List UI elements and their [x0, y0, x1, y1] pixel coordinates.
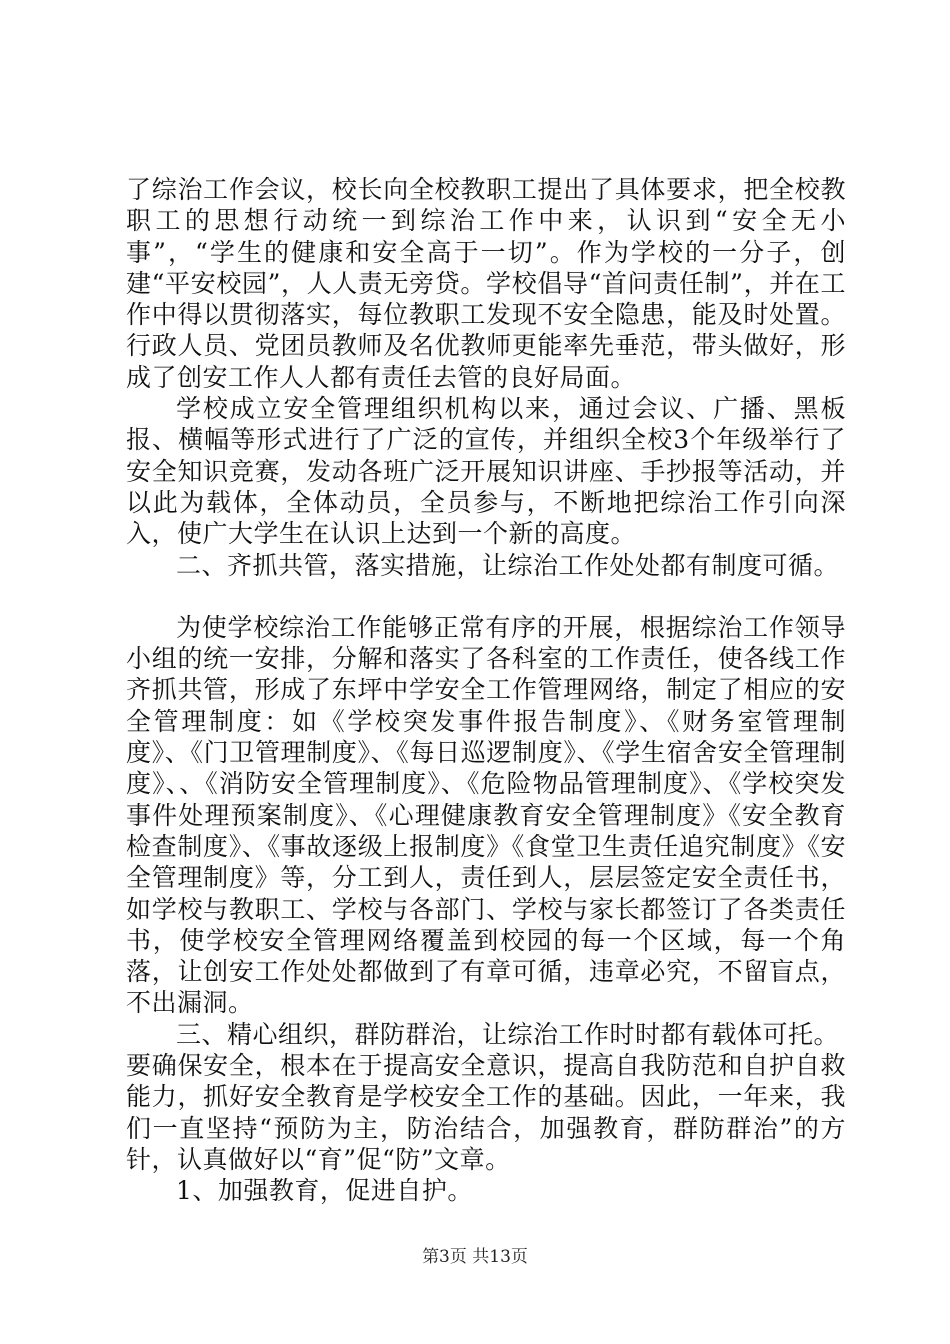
section-heading-2: 二、齐抓共管，落实措施，让综治工作处处都有制度可循。 — [176, 550, 840, 580]
paragraph-publicity: 学校成立安全管理组织机构以来，通过会议、广播、黑板报、横幅等形式进行了广泛的宣传，并组织全校3个年级举行了安全知识竞赛，发动各班广泛开展知识讲座、手抄报等活动，并以此为载体，全体动员，全员参与，不断地把综治工作引向深入，使广大学生在认识上达到一个新的高度。 — [126, 394, 846, 549]
paragraph-safety-education: 要确保安全，根本在于提高安全意识，提高自我防范和自护自救能力，抓好安全教育是学校安全工作的基础。因此，一年来，我们一直坚持“预防为主，防治结合，加强教育，群防群治”的方针，认真做好以“育”促“防”文章。 — [126, 1051, 846, 1174]
paragraph-gap — [126, 581, 846, 612]
subsection-heading-1: 1、加强教育，促进自护。 — [176, 1176, 473, 1206]
paragraph-continuation: 了综治工作会议，校长向全校教职工提出了具体要求，把全校教职工的思想行动统一到综治工作中来，认识到“安全无小事”，“学生的健康和安全高于一切”。作为学校的一分子，创建“平安校园”，人人责无旁贷。学校倡导“首问责任制”，并在工作中得以贯彻落实，每位教职工发现不安全隐患，能及时处置。行政人员、党团员教师及名优教师更能率先垂范，带头做好，形成了创安工作人人都有责任去管的良好局面。 — [126, 175, 846, 392]
body-text — [126, 174, 846, 1207]
section-heading-3: 三、精心组织，群防群治，让综治工作时时都有载体可托。 — [176, 1019, 840, 1049]
paragraph-regulations: 为使学校综治工作能够正常有序的开展，根据综治工作领导小组的统一安排，分解和落实了各科室的工作责任，使各线工作齐抓共管，形成了东坪中学安全工作管理网络，制定了相应的安全管理制度：如《学校突发事件报告制度》、《财务室管理制度》、《门卫管理制度》、《每日巡逻制度》、《学生宿舍安全管理制度》、、《消防安全管理制度》、《危险物品管理制度》、《学校突发事件处理预案制度》、《心理健康教育安全管理制度》《安全教育检查制度》、《事故逐级上报制度》《食堂卫生责任追究制度》《安全管理制度》等，分工到人，责任到人，层层签定安全责任书，如学校与教职工、学校与各部门、学校与家长都签订了各类责任书，使学校安全管理网络覆盖到校园的每一个区域，每一个角落，让创安工作处处都做到了有章可循，违章必究，不留盲点，不出漏洞。 — [126, 612, 846, 1018]
page-footer: 第3页 共13页 — [422, 1247, 528, 1267]
